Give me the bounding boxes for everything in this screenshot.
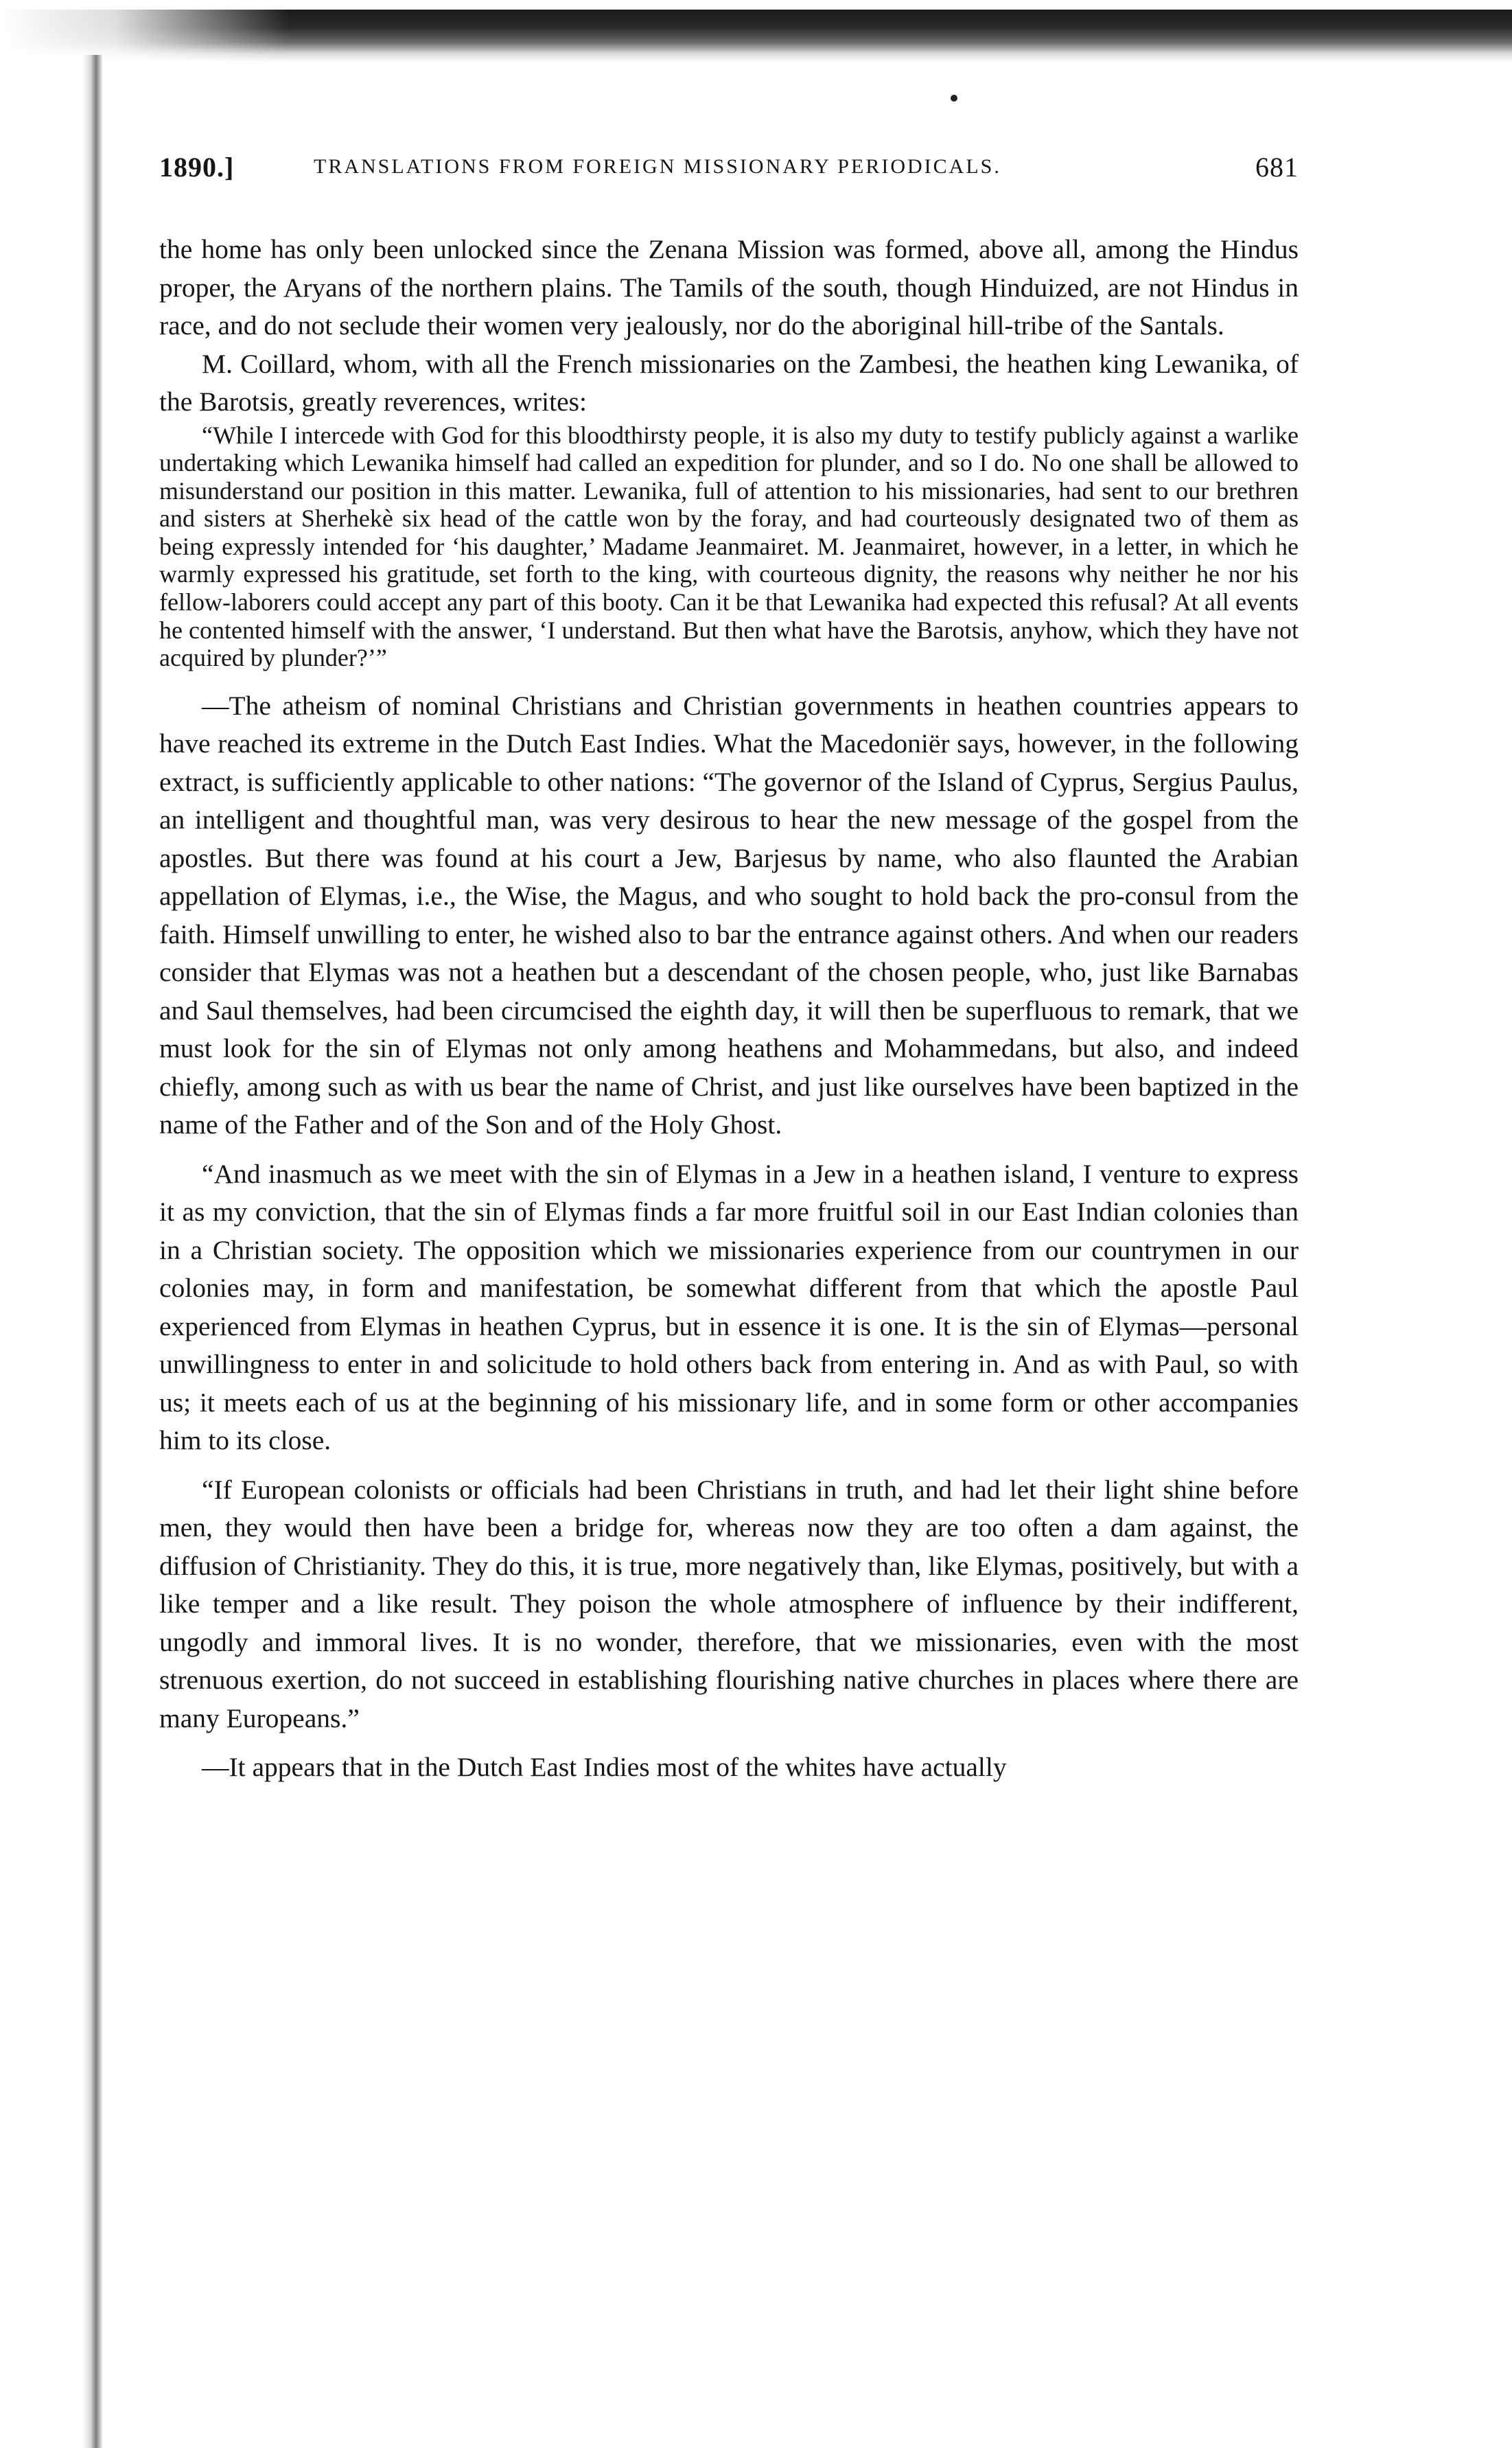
header-year: 1890.] [159, 152, 235, 183]
page [159, 151, 1299, 1787]
stray-mark [951, 95, 957, 102]
paragraph-elymas: “And inasmuch as we meet with the sin of Elymas in a Jew in a heathen island, I venture to express it as my conviction, that the sin of Elymas finds a far more fruitful soil in our East Indian colonies than in a Christian society. The opposition which we missionaries experience from our countrymen in our colonies may, in form and manifestation, be somewhat different from that which the apostle Paul experienced from Elymas in heathen Cyprus, but in essence it is one. It is the sin of Elymas—personal unwillingness to enter in and solicitude to hold others back from entering in. And as with Paul, so with us; it meets each of us at the beginning of his missionary life, and in some form or other accompanies him to its close. [159, 1158, 1299, 1456]
header-running-title: TRANSLATIONS FROM FOREIGN MISSIONARY PERIODICALS. [314, 155, 1001, 178]
running-header [159, 151, 1299, 199]
paragraph-quote-coillard: “While I intercede with God for this bloodthirsty people, it is also my duty to testify publicly against a warlike undertaking which Lewanika himself had called an expedition for plunder, and so I do. No one shall be allowed to misunderstand our position in this matter. Lewanika, full of attention to his missionaries, had sent to our brethren and sisters at Sherhekè six head of the cattle won by the foray, and had courteously designated two of them as being expressly intended for ‘his daughter,’ Madame Jeanmairet. M. Jeanmairet, however, in a letter, in which he warmly expressed his gratitude, set forth to the king, with courteous dignity, the reasons why neither he nor his fellow-laborers could accept any part of this booty. Can it be that Lewanika had expected this refusal? At all events he contented himself with the answer, ‘I understand. But then what have the Barotsis, anyhow, which they have not acquired by plunder?’” [159, 421, 1299, 672]
paragraph-coillard: M. Coillard, whom, with all the French missionaries on the Zambesi, the heathen king Lewanika, of the Barotsis, greatly reverences, writes: [159, 348, 1299, 417]
paragraph-european-colonists: “If European colonists or officials had been Christians in truth, and had let their light shine before men, they would then have been a bridge for, whereas now they are too often a dam against, the diffusion of Christianity. They do this, it is true, more negatively than, like Elymas, positively, but with a like temper and a like result. They poison the whole atmosphere of influence by their indifferent, ungodly and immoral lives. It is no wonder, therefore, that we missionaries, even with the most strenuous exertion, do not succeed in establishing flourishing native churches in places where there are many Europeans.” [159, 1474, 1299, 1733]
paragraph-closing: —It appears that in the Dutch East Indies most of the whites have actually [202, 1752, 1007, 1783]
paragraph-continuation: the home has only been unlocked since the Zenana Mission was formed, above all, among the Hindus proper, the Aryans of the northern plains. The Tamils of the south, though Hinduized, are not Hindus in race, and do not seclude their women very jealously, nor do the aboriginal hill-tribe of the Santals. [159, 234, 1299, 340]
header-page-number: 681 [1255, 152, 1299, 183]
paragraph-dutch-east-indies: —The atheism of nominal Christians and Christian governments in heathen countries appears to have reached its extreme in the Dutch East Indies. What the Macedoniër says, however, in the following extract, is sufficiently applicable to other nations: “The governor of the Island of Cyprus, Sergius Paulus, an intelligent and thoughtful man, was very desirous to hear the new message of the gospel from the apostles. But there was found at his court a Jew, Barjesus by name, who also flaunted the Arabian appellation of Elymas, i.e., the Wise, the Magus, and who sought to hold back the pro-consul from the faith. Himself unwilling to enter, he wished also to bar the entrance against others. And when our readers consider that Elymas was not a heathen but a descendant of the chosen people, who, just like Barnabas and Saul themselves, had been circumcised the eighth day, it will then be superfluous to remark, that we must look for the sin of Elymas not only among heathens and Mohammedans, but also, and indeed chiefly, among such as with us bear the name of Christ, and just like ourselves have been baptized in the name of the Father and of the Son and of the Holy Ghost. [159, 690, 1299, 1140]
scan-left-edge [0, 55, 103, 2448]
